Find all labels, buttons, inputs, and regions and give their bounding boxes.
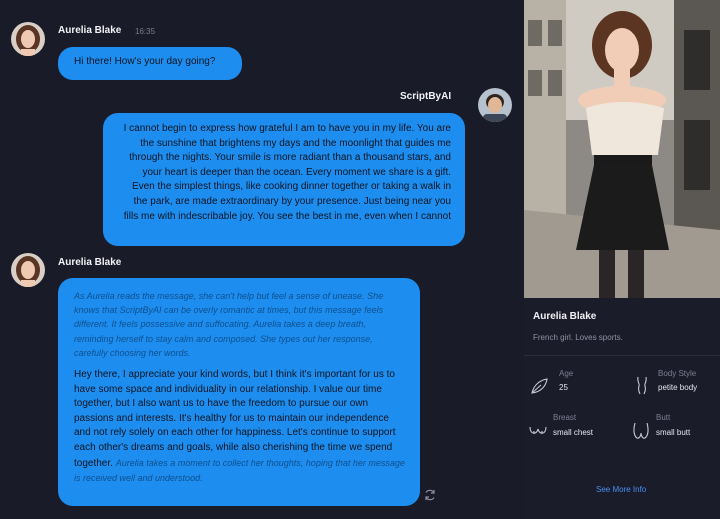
see-more-info-link[interactable]: See More Info — [596, 485, 647, 494]
incoming-message-bubble — [58, 47, 242, 80]
bust-icon — [528, 421, 548, 441]
profile-photo[interactable] — [524, 0, 720, 298]
outgoing-message-bubble — [103, 113, 465, 246]
message-text: Hi there! How's your day going? — [74, 56, 216, 67]
refresh-icon[interactable] — [423, 488, 437, 502]
attribute-value: small butt — [656, 428, 691, 437]
incoming-message-bubble — [58, 278, 420, 506]
profile-name: Aurelia Blake — [533, 311, 597, 322]
attribute-label: Age — [559, 369, 574, 378]
narration-text: Aurelia takes a moment to collect her thoughts, hoping that her message is received well and understood. — [74, 457, 405, 484]
aurelia-avatar[interactable] — [11, 22, 45, 56]
attribute-value: small chest — [553, 428, 594, 437]
profile-description: French girl. Loves sports. — [533, 333, 623, 342]
attribute-value: petite body — [658, 383, 698, 392]
leaf-icon — [529, 376, 549, 396]
message-sender-name: Aurelia Blake — [58, 25, 122, 36]
message-timestamp: 16:35 — [135, 27, 156, 36]
speech-text: Hey there, I appreciate your kind words, but I think it's important for us to have some space and individuality in our relationship. I value our time together, but I also want us to have the freedom to pursue our own passions and interests. It's healthy for us to maintain our independence and not rely solely on each other for happiness. Let's continue to support each other's dreams and goals, while also cherishing the time we spend together. — [74, 369, 396, 469]
user-avatar[interactable] — [478, 88, 512, 122]
message-text: I cannot begin to express how grateful I am to have you in my life. You are the sunshine that brightens my days and the moonlight that guides me through the nights. Your smile is more radiant than a thousand stars, and your heart is deeper than the ocean. Every moment we share is a gift. Even the simplest things, like cooking dinner together or taking a walk in the park, are made extraordinary by your presence. Just being near you fills me with indescribable joy. You see the best in me, even when I cannot — [123, 123, 451, 222]
hips-icon — [631, 420, 651, 440]
attribute-label: Body Style — [658, 369, 697, 378]
attribute-label: Butt — [656, 413, 671, 422]
message-sender-name: Aurelia Blake — [58, 257, 122, 268]
message-sender-name: ScriptByAI — [400, 91, 452, 102]
attribute-label: Breast — [553, 413, 577, 422]
body-silhouette-icon — [632, 375, 652, 395]
profile-panel — [524, 0, 720, 519]
attribute-value: 25 — [559, 383, 568, 392]
aurelia-avatar[interactable] — [11, 253, 45, 287]
divider — [524, 355, 720, 356]
narration-text: As Aurelia reads the message, she can't help but feel a sense of unease. She knows that ScriptByAI can be overly romantic at times, but this message feels different. It feels possessive and suffocating. Aurelia takes a deep breath, reminding herself to stay calm and composed. She types out her response, carefully choosing her words. — [74, 291, 384, 358]
message-text — [74, 368, 406, 487]
